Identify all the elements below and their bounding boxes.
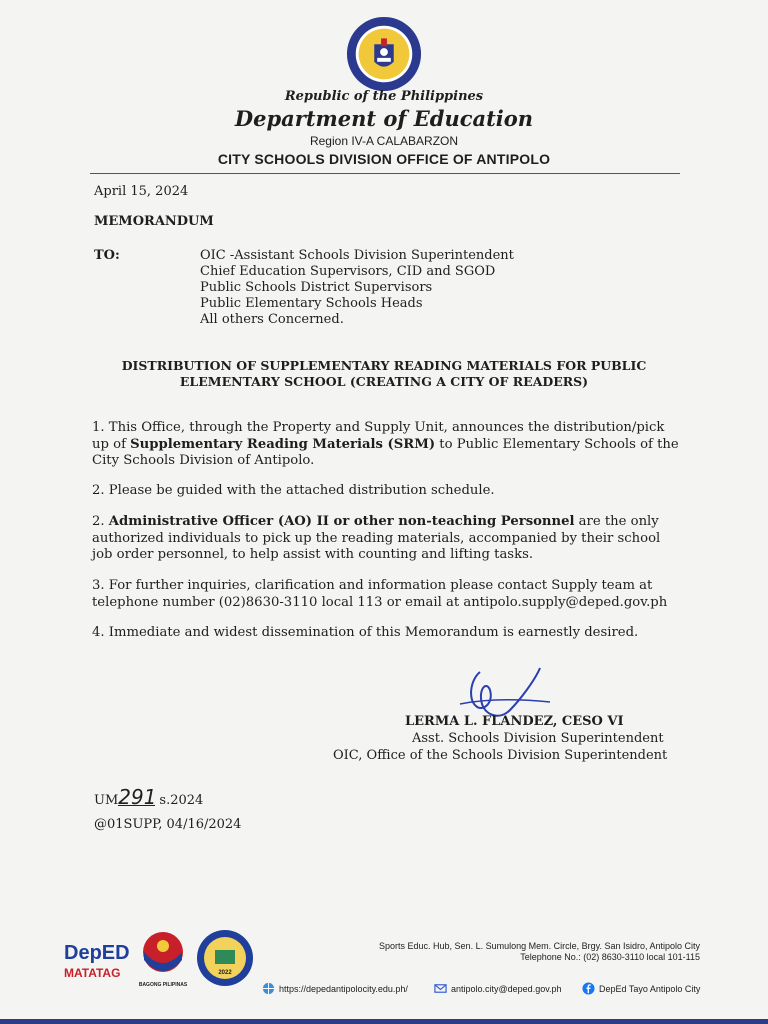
paragraph-3 bbox=[92, 514, 682, 564]
signatory-title-2: OIC, Office of the Schools Division Superintendent bbox=[333, 748, 668, 763]
paragraph-3-text-b: are the only authorized individuals to pick up the reading materials, accompanied by their school job order personnel, to help assist with counting and lifting tasks. bbox=[92, 514, 661, 562]
memo-number-prefix: UM bbox=[94, 793, 119, 808]
memo-subject bbox=[110, 358, 658, 390]
subject-line-2: ELEMENTARY SCHOOL (CREATING A CITY OF READERS) bbox=[179, 374, 589, 389]
facebook-icon bbox=[582, 982, 595, 995]
division-office-line: CITY SCHOOLS DIVISION OFFICE OF ANTIPOLO bbox=[217, 151, 551, 167]
paragraph-1-bold: Supplementary Reading Materials (SRM) bbox=[130, 436, 436, 452]
logo-matatag-text: MATATAG bbox=[64, 966, 121, 980]
recipient-item: All others Concerned. bbox=[200, 312, 344, 327]
logo-bagong-text: BAGONG PILIPINAS bbox=[138, 982, 188, 988]
recipient-item: OIC -Assistant Schools Division Superintendent bbox=[200, 248, 514, 263]
subject-line-1: DISTRIBUTION OF SUPPLEMENTARY READING MATERIALS FOR PUBLIC bbox=[121, 358, 647, 373]
footer-website[interactable] bbox=[262, 982, 408, 995]
paragraph-5: 4. Immediate and widest dissemination of this Memorandum is earnestly desired. bbox=[92, 625, 639, 640]
region-line: Region IV-A CALABARZON bbox=[309, 134, 459, 148]
paragraph-2: 2. Please be guided with the attached distribution schedule. bbox=[92, 483, 495, 498]
paragraph-1-text-a: 1. This Office, through the Property and Supply Unit, announces the distribution/pick up of bbox=[92, 420, 665, 452]
memo-date: April 15, 2024 bbox=[94, 184, 189, 199]
recipient-item: Chief Education Supervisors, CID and SGOD bbox=[200, 264, 496, 279]
mail-icon bbox=[434, 982, 447, 995]
signatory-name: LERMA L. FLANDEZ, CESO VI bbox=[405, 714, 624, 729]
header-divider bbox=[90, 173, 680, 174]
footer-email[interactable] bbox=[434, 982, 562, 995]
recipient-item: Public Schools District Supervisors bbox=[200, 280, 433, 295]
paragraph-1 bbox=[92, 420, 682, 470]
email-link[interactable]: antipolo.city@deped.gov.ph bbox=[451, 983, 562, 994]
deped-seal-logo bbox=[345, 15, 423, 93]
memo-number-suffix: s.2024 bbox=[155, 793, 204, 808]
memo-number bbox=[94, 785, 204, 809]
republic-line: Republic of the Philippines bbox=[284, 89, 484, 104]
website-link[interactable]: https://depedantipolocity.edu.ph/ bbox=[279, 983, 408, 994]
memo-code: @01SUPP, 04/16/2024 bbox=[94, 817, 242, 832]
footer-facebook[interactable] bbox=[582, 982, 700, 995]
recipient-list bbox=[200, 248, 514, 328]
department-name: Department of Education bbox=[234, 106, 534, 131]
memo-number-handwritten: 291 bbox=[118, 785, 157, 809]
to-label: TO: bbox=[94, 248, 120, 263]
footer-bar bbox=[0, 1019, 768, 1024]
recipient-item: Public Elementary Schools Heads bbox=[200, 296, 423, 311]
paragraph-3-text-a: 2. bbox=[92, 514, 109, 529]
paragraph-3-bold: Administrative Officer (AO) II or other non-teaching Personnel bbox=[108, 514, 575, 529]
logo-deped-text: DepED bbox=[64, 942, 130, 964]
footer-address: Sports Educ. Hub, Sen. L. Sumulong Mem. Circle, Brgy. San Isidro, Antipolo City bbox=[379, 941, 700, 951]
footer-phone: Telephone No.: (02) 8630-3110 local 101-115 bbox=[520, 952, 700, 962]
globe-icon bbox=[262, 982, 275, 995]
logo-division-year: 2022 bbox=[218, 970, 232, 976]
paragraph-1-text-b: to Public Elementary Schools of the City Schools Division of Antipolo. bbox=[92, 436, 679, 468]
paragraph-4: 3. For further inquiries, clarification and information please contact Supply team at telephone number (02)8630-3110 local 113 or email at antipolo.supply@deped.gov.ph bbox=[92, 578, 668, 610]
memo-type: MEMORANDUM bbox=[94, 214, 214, 229]
signatory-title-1: Asst. Schools Division Superintendent bbox=[412, 731, 664, 746]
facebook-link[interactable]: DepEd Tayo Antipolo City bbox=[599, 983, 701, 994]
